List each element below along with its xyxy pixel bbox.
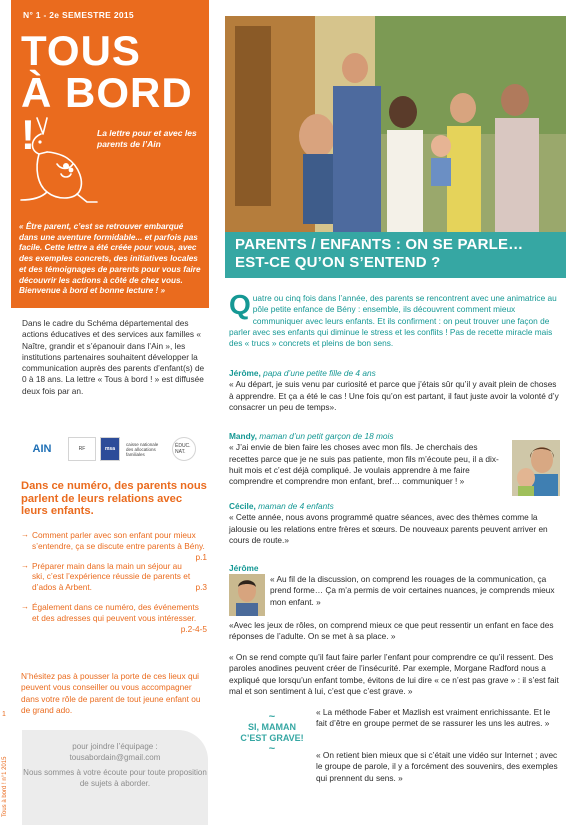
footer-label: Tous à bord ! n°1 2015: [2, 756, 8, 817]
pull-quote-line-1: SI, MAMAN: [248, 722, 296, 732]
context-paragraph: Dans le cadre du Schéma départemental des actions éducatives et des services aux familles « Naître, grandir et s’épanouir dans l’Ain », les institutions partenaires souhaitent développer la communication auprès des parents d’enfant(s) de 0 à 18 ans. La lettre « Tous à bord ! » est diffusée deux fois par an.: [22, 318, 205, 396]
speaker-role: maman de 4 enfants: [258, 501, 334, 511]
article-lead: [229, 289, 562, 349]
testimony-quote: « Cette année, nous avons programmé quatre séances, avec des thèmes comme la jalousie ou les relations entre frères et sœurs. De nouveaux parents peuvent arriver en cours de route.»: [229, 512, 548, 545]
kangaroo-mascot-icon: [17, 108, 99, 208]
speaker: [229, 563, 562, 574]
contact-intro: pour joindre l’équipage :: [72, 742, 158, 751]
pull-quote-line-2: C’EST GRAVE!: [240, 733, 304, 743]
speaker: Mandy, maman d’un petit garçon de 18 mois: [229, 431, 394, 441]
mandy-portrait-photo: [512, 440, 560, 496]
reassurance-paragraph: « On se rend compte qu’il faut faire parler l’enfant pour comprendre ce qu’il ressent. Des paroles anodines peuvent créer de l’insécurité. Par exemple, Morgane Radford nous a expliqué que lorsqu’un enfant tombe, évitons de lui dire « ce n’est pas grave » : il s’est fait mal et son sentiment à lui, c’est que c’est grave. »: [229, 652, 559, 696]
headline-line-2: EST-CE QU’ON S’ENTEND ?: [235, 254, 441, 271]
partner-logos: [20, 434, 206, 464]
toc-item-text: Préparer main dans la main un séjour au ski, c’est l’expérience réussie de parents et d’ados à Arbent.: [32, 560, 191, 593]
speaker-name: Mandy: [229, 431, 255, 441]
testimony-quote: « Au départ, je suis venu par curiosité et parce que j’étais sûr qu’il y avait plein de choses à apprendre. Et ça a été le cas ! Une fois qu’on est partant, il faut juste avoir la volonté d’y consacrer un peu de temps».: [229, 379, 559, 412]
role-play-paragraph: «Avec les jeux de rôles, on comprend mieux ce que peut ressentir un enfant en face des réponses de l’adulte. On se met à sa place. »: [229, 620, 554, 642]
drop-cap: Q: [229, 289, 251, 320]
speaker-role: papa d’une petite fille de 4 ans: [263, 368, 376, 378]
speaker: Jérôme, papa d’une petite fille de 4 ans: [229, 368, 376, 378]
contact-email-link[interactable]: tousabordain@gmail.com: [69, 752, 161, 762]
contact-box: [22, 730, 208, 825]
ain-department-logo: AIN: [20, 437, 64, 461]
lead-text: uatre ou cinq fois dans l’année, des parents se rencontrent avec une animatrice au pôle petite enfance de Bény : ensemble, ils découvrent comment mieux communiquer avec leurs enfants. Et ils confirment : on peut trouver une façon de parler avec ses enfants qui diminue le stress et les conflits ! Pas de recette miracle mais des « trucs » concrets et pleins de bon sens.: [229, 293, 557, 349]
pull-quote: ~ SI, MAMAN C’EST GRAVE! ~: [236, 712, 308, 754]
toc-item[interactable]: [21, 530, 207, 562]
testimony: [229, 501, 562, 546]
speaker-name: Jérôme: [229, 368, 259, 378]
method-paragraph: « La méthode Faber et Mazlish est vraiment enrichissante. Et le fait d’être en groupe permet de se rassurer les uns les autres. »: [316, 707, 551, 729]
toc-item-page: p.2-4-5: [180, 623, 207, 634]
toc-item-page: p.3: [195, 582, 207, 593]
memory-paragraph: « On retient bien mieux que si c’était une vidéo sur Internet ; avec le groupe de parole, il y a forcément des souvenirs, des exemples qui prennent du sens. »: [316, 750, 558, 783]
testimony: [229, 563, 562, 574]
closing-paragraph: N’hésitez pas à pousser la porte de ces lieux qui peuvent vous conseiller ou vous accompagner dans votre rôle de parent de tout jeune enfant ou de grand ado.: [21, 671, 201, 715]
tagline: La lettre pour et avec les parents de l’Ain: [97, 128, 197, 149]
testimony: [229, 368, 562, 413]
testimony-quote: « Au fil de la discussion, on comprend les rouages de la communication, ça prend forme… Ça m’a permis de voir certaines nuances, je comprends mieux mon enfant. »: [270, 574, 555, 607]
caf-logo: caisse nationale des allocations familiales: [124, 437, 168, 461]
article-headline: [225, 232, 566, 278]
speaker-name: Cécile: [229, 501, 254, 511]
summary-heading: Dans ce numéro, des parents nous parlent de leurs relations avec leurs enfants.: [21, 480, 207, 517]
education-seal-logo: ÉDUC. NAT.: [172, 437, 196, 461]
masthead-panel: [11, 0, 209, 308]
title-line-2: À BORD !: [21, 69, 193, 158]
page-number: 1: [2, 711, 6, 718]
toc-item[interactable]: [21, 561, 207, 593]
speaker: Cécile, maman de 4 enfants: [229, 501, 334, 511]
msa-logo: msa: [100, 437, 120, 461]
page-footer: [0, 703, 10, 817]
toc-item[interactable]: [21, 601, 207, 634]
editorial-intro: « Être parent, c’est se retrouver embarqué dans une aventure formidable... et parfois pas facile. Cette lettre a été créée pour vous, avec des exemples concrets, des initiatives locales et des témoignages de parents pour vous faire découvrir les actions à côté de chez vous. Bienvenue à bord et bonne lecture ! »: [19, 222, 201, 296]
issue-number: N° 1 - 2e SEMESTRE 2015: [23, 10, 134, 20]
contact-invitation: Nous sommes à votre écoute pour toute proposition de sujets à aborder.: [23, 768, 207, 788]
speaker-role: maman d’un petit garçon de 18 mois: [259, 431, 394, 441]
toc-item-text: Également dans ce numéro, des événements et des adresses qui peuvent vous intéresser.: [32, 601, 199, 623]
jerome-portrait-photo: [229, 574, 265, 616]
speaker-name: Jérôme: [229, 563, 259, 573]
headline-line-1: PARENTS / ENFANTS : ON SE PARLE…: [235, 236, 524, 253]
toc-item-text: Comment parler avec son enfant pour mieux s’entendre, ça se discute entre parents à Bény.: [32, 530, 205, 551]
republique-francaise-logo: RF: [68, 437, 96, 461]
family-group-photo: [225, 16, 566, 232]
title-line-1: TOUS: [21, 27, 141, 74]
testimony: [229, 431, 507, 487]
testimony-quote: « J’ai envie de bien faire les choses avec mon fils. Je cherchais des recettes parce que je ne suis pas patiente, mon fils m’écoute peu, il a dix-huit mois et c’est déjà compliqué. Je voulais apprendre à me faire comprendre et comprendre mon enfant, bref… communiquer ! »: [229, 442, 499, 487]
toc-item-page: p.1: [195, 551, 207, 562]
table-of-contents: [21, 530, 207, 634]
